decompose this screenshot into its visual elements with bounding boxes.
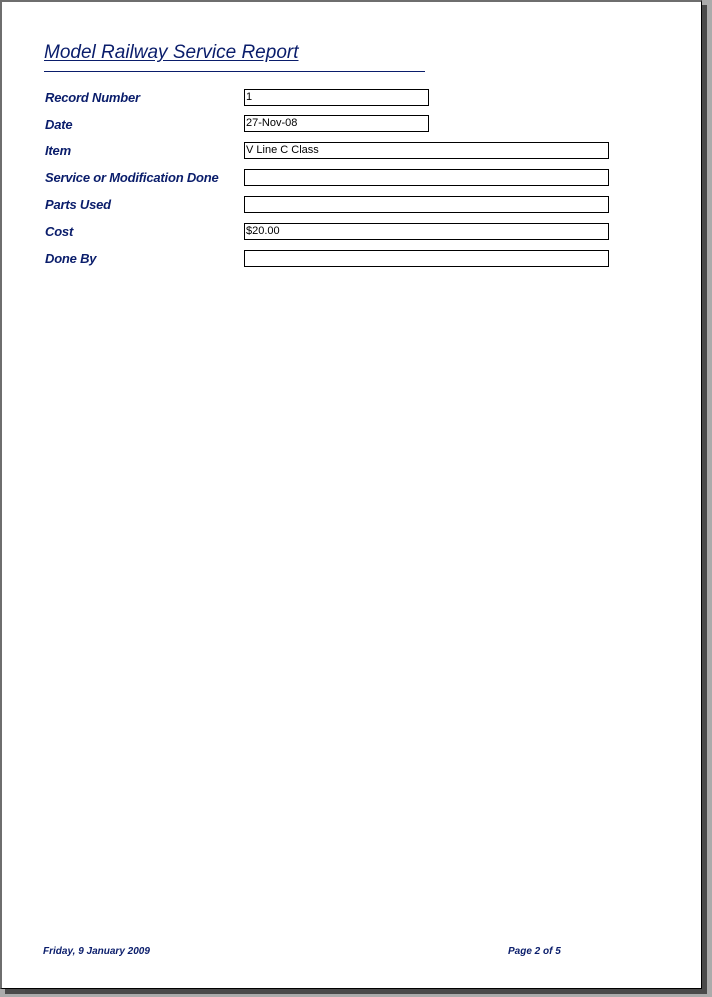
item-field: V Line C Class <box>244 142 609 159</box>
service-label: Service or Modification Done <box>45 170 219 185</box>
cost-label: Cost <box>45 224 74 239</box>
record-number-label: Record Number <box>45 90 140 105</box>
footer-page-number: Page 2 of 5 <box>508 946 561 957</box>
page-shadow-bottom <box>5 989 707 994</box>
date-label: Date <box>45 117 73 132</box>
record-number-field: 1 <box>244 89 429 106</box>
cost-field: $20.00 <box>244 223 609 240</box>
title-divider <box>44 71 425 72</box>
done-by-label: Done By <box>45 251 97 266</box>
report-title: Model Railway Service Report <box>44 42 299 63</box>
page-shadow-right <box>702 5 707 994</box>
service-field <box>244 169 609 186</box>
parts-used-label: Parts Used <box>45 197 111 212</box>
item-label: Item <box>45 143 71 158</box>
footer-date: Friday, 9 January 2009 <box>43 946 150 957</box>
parts-used-field <box>244 196 609 213</box>
date-field: 27-Nov-08 <box>244 115 429 132</box>
done-by-field <box>244 250 609 267</box>
